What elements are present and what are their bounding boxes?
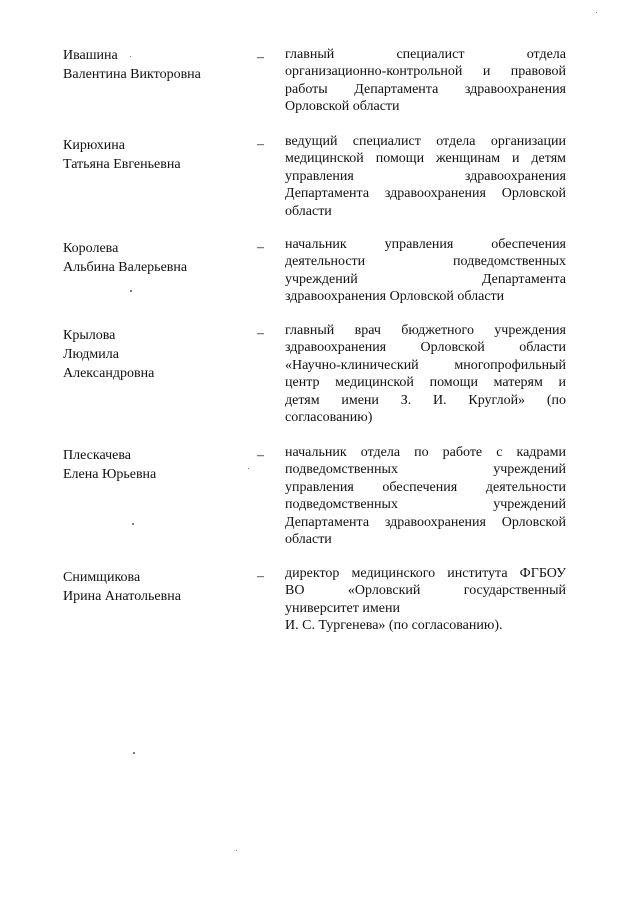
position-line: ведущий специалист отдела организации: [285, 134, 566, 149]
given-names: Татьяна Евгеньевна: [63, 157, 181, 172]
position-line: главный врач бюджетного учреждения: [285, 323, 566, 338]
dash-separator: –: [257, 326, 264, 341]
position-description: [285, 444, 566, 548]
position-line: директор медицинского института ФГБОУ: [285, 566, 566, 581]
position-description: [285, 565, 566, 635]
position-line: Департамента здравоохранения Орловской: [285, 514, 566, 530]
position-line: согласованию): [285, 409, 373, 425]
person-name: [63, 446, 253, 484]
person-name: [63, 568, 253, 606]
position-line: организационно-контрольной и правовой: [285, 64, 566, 80]
scan-speck: [236, 850, 237, 851]
position-line: подведомственных учреждений: [285, 497, 566, 513]
dash-separator: –: [257, 137, 264, 152]
person-name: [63, 46, 253, 84]
surname: Кирюхина: [63, 138, 125, 153]
position-line: главный специалист отдела: [285, 47, 566, 62]
position-description: [285, 133, 566, 220]
position-line: начальник отдела по работе с кадрами: [285, 445, 566, 460]
given-names: Ирина Анатольевна: [63, 589, 181, 604]
position-description: [285, 236, 566, 306]
scan-speck: [130, 290, 132, 292]
person-name: [63, 239, 253, 277]
given-names: Валентина Викторовна: [63, 67, 201, 82]
position-line: «Научно-клинический многопрофильный: [285, 357, 566, 373]
dash-separator: –: [257, 50, 264, 65]
person-name: [63, 326, 253, 383]
given-names: Елена Юрьевна: [63, 467, 157, 482]
surname: Королева: [63, 241, 119, 256]
scan-speck: [596, 12, 597, 13]
position-description: [285, 322, 566, 426]
position-line: здравоохранения Орловской области: [285, 340, 566, 356]
scan-speck: [132, 523, 134, 525]
surname: Ивашина: [63, 48, 118, 63]
position-line: университет имени: [285, 600, 400, 616]
position-line: начальник управления обеспечения: [285, 237, 566, 252]
dash-separator: –: [257, 569, 264, 584]
position-line: Департамента здравоохранения Орловской: [285, 186, 566, 202]
given-names: Александровна: [63, 366, 155, 381]
given-names: Альбина Валерьевна: [63, 260, 188, 275]
dash-separator: –: [257, 448, 264, 463]
position-line: учреждений Департамента: [285, 271, 566, 287]
position-line: И. С. Тургенева» (по согласованию).: [285, 618, 503, 634]
dash-separator: –: [257, 240, 264, 255]
position-line: управления обеспечения деятельности: [285, 479, 566, 495]
position-line: здравоохранения Орловской области: [285, 289, 505, 305]
position-line: области: [285, 531, 332, 547]
given-names: Людмила: [63, 347, 119, 362]
position-line: области: [285, 203, 332, 219]
person-name: [63, 136, 253, 174]
surname: Снимщикова: [63, 570, 141, 585]
position-line: ВО «Орловский государственный: [285, 583, 566, 599]
position-line: центр медицинской помощи матерям и: [285, 375, 566, 391]
surname: Крылова: [63, 328, 116, 343]
position-line: подведомственных учреждений: [285, 462, 566, 478]
position-line: управления здравоохранения: [285, 168, 566, 184]
position-description: [285, 46, 566, 116]
position-line: детям имени З. И. Круглой» (по: [285, 392, 566, 408]
position-line: медицинской помощи женщинам и детям: [285, 151, 566, 167]
scan-speck: [133, 752, 135, 754]
position-line: деятельности подведомственных: [285, 254, 566, 270]
position-line: работы Департамента здравоохранения: [285, 81, 566, 97]
surname: Плескачева: [63, 448, 132, 463]
position-line: Орловской области: [285, 99, 400, 115]
scan-speck: [130, 56, 131, 57]
scan-speck: [248, 468, 249, 469]
